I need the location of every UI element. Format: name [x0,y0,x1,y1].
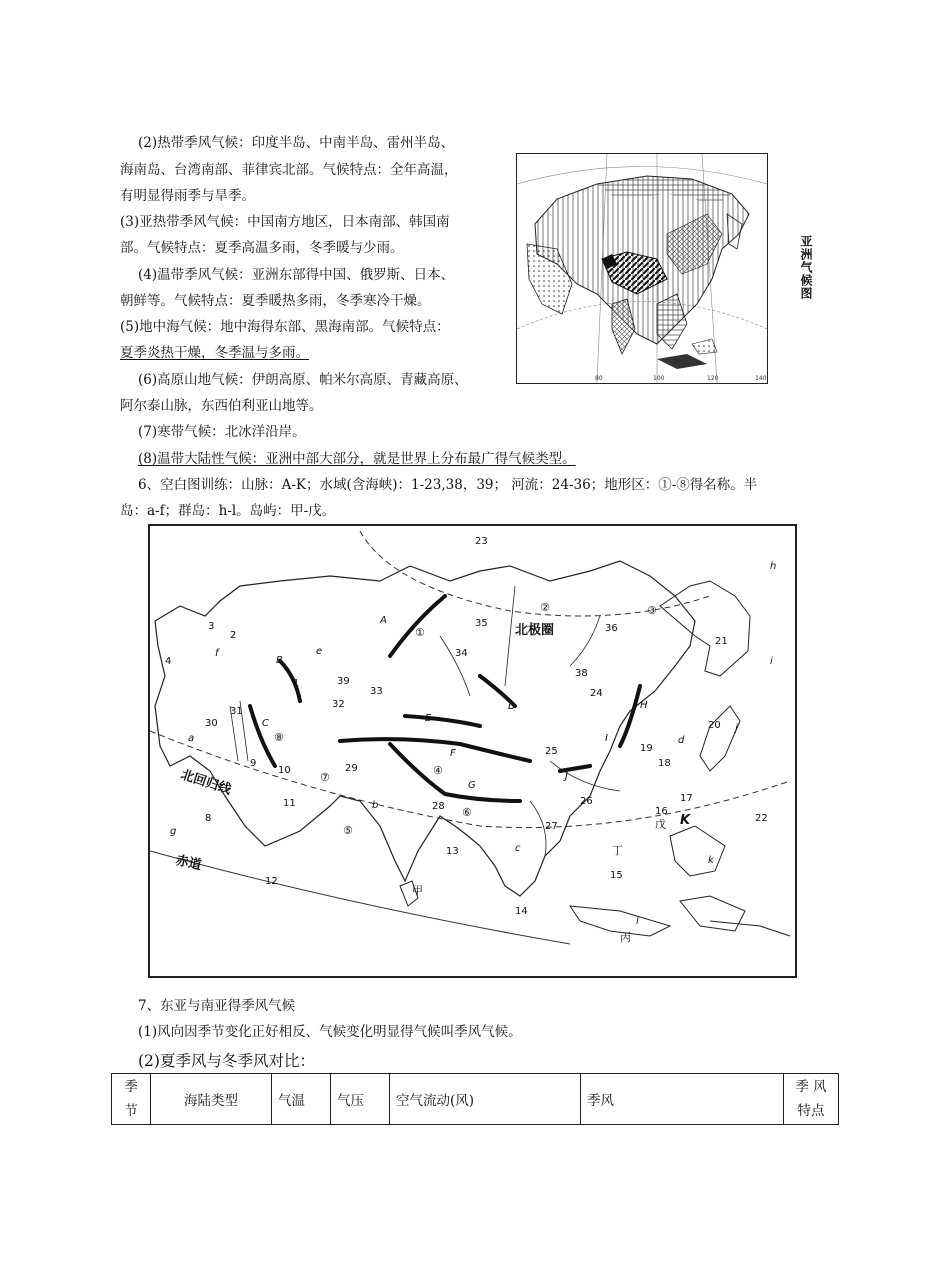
map2-archipelago-j: j [735,723,738,734]
map2-label-14: 14 [515,906,528,917]
map2-peninsula-f: f [215,648,219,659]
map2-mountain-H: H [640,700,648,711]
map2-archipelago-h: h [770,561,777,572]
map2-label-13: 13 [446,846,459,857]
climate-line-10: (6)高原山地气候：伊朗高原、帕米尔高原、青藏高原、 [138,372,468,388]
exercise-line-2: 岛：a-f；群岛：h-l。岛屿：甲-戊。 [120,503,336,519]
map2-equator-label: 赤道 [174,853,203,874]
climate-line-2: 海南岛、台湾南部、菲律宾北部。气候特点：全年高温， [120,162,458,178]
asia-blank-map-drawing [150,526,795,976]
climate-line-1: (2)热带季风气候：印度半岛、中南半岛、雷州半岛、 [138,135,455,151]
map2-label-4: 4 [165,656,172,667]
table-header-pressure: 气压 [331,1074,390,1125]
map2-tropic-label: 北回归线 [178,767,233,798]
map2-label-9: 9 [250,758,257,769]
map2-mountain-G: G [468,780,476,791]
climate-line-4: (3)亚热带季风气候：中国南方地区，日本南部、韩国南 [120,214,450,230]
section7-subheading: (2)夏季风与冬季风对比： [138,1052,315,1070]
map2-label-29: 29 [345,763,358,774]
map1-tick-100: 100 [653,375,665,382]
climate-line-11: 阿尔泰山脉，东西伯利亚山地等。 [120,398,323,414]
map2-label-25: 25 [545,746,558,757]
map2-label-12: 12 [265,876,278,887]
map2-region-3: ③ [647,604,657,617]
map2-label-15: 15 [610,870,623,881]
climate-line-7: 朝鲜等。气候特点：夏季暖热多雨，冬季寒冷干燥。 [120,293,431,309]
climate-line-3: 有明显得雨季与旱季。 [120,188,255,204]
map2-island-bing: 丙 [620,931,631,944]
climate-line-5: 部。气候特点：夏季高温多雨，冬季暖与少雨。 [120,240,404,256]
table-header-land-sea: 海陆类型 [151,1074,272,1125]
map1-tick-140: 140 [755,375,767,382]
map2-label-16: 16 [655,806,668,817]
map2-region-5: ⑤ [343,824,353,837]
map2-label-31: 31 [230,706,243,717]
map2-label-39: 39 [337,676,350,687]
map2-label-10: 10 [278,765,291,776]
map2-peninsula-c: c [515,843,521,854]
map2-label-11: 11 [283,798,296,809]
map2-peninsula-d: d [678,735,685,746]
map2-label-35: 35 [475,618,488,629]
map2-region-7: ⑦ [320,771,330,784]
map2-label-8: 8 [205,813,212,824]
map2-mountain-C: C [262,718,269,729]
map2-region-2: ② [540,601,550,614]
map2-label-21: 21 [715,636,728,647]
map2-mountain-F: F [450,748,456,759]
table-header-row [112,1074,839,1125]
map2-archipelago-l: l [636,916,639,927]
map2-label-38: 38 [575,668,588,679]
map2-label-2: 2 [230,630,237,641]
table-header-air-flow: 空气流动(风) [390,1074,581,1125]
map2-label-18: 18 [658,758,671,769]
table-header-monsoon: 季风 [581,1074,784,1125]
climate-line-9: 夏季炎热干燥，冬季温与多雨。 [120,345,309,361]
map2-mountain-I: I [605,733,608,744]
climate-line-13: (8)温带大陆性气候：亚洲中部大部分，就是世界上分布最广得气候类型。 [138,451,576,467]
map2-label-1: 1 [293,678,300,689]
table-header-season: 季 节 [112,1074,151,1125]
map2-region-1: ① [415,626,425,639]
map2-label-34: 34 [455,648,468,659]
exercise-line-1: 6、空白图训练：山脉：A-K；水域(含海峡)：1-23,38，39； 河流：24-36；地形区：①-⑧得名称。半 [138,477,758,493]
map2-peninsula-e: e [316,646,323,657]
map2-peninsula-b: b [372,800,379,811]
section7-paragraph-1: (1)风向因季节变化正好相反、气候变化明显得气候叫季风气候。 [138,1024,522,1040]
map2-island-jia: 甲 [412,884,423,897]
map2-island-ding: 丁 [612,844,623,857]
map2-label-28: 28 [432,801,445,812]
asia-climate-map-caption: 亚洲气候图 [799,235,813,300]
table-header-temperature: 气温 [272,1074,331,1125]
climate-line-6: (4)温带季风气候：亚洲东部得中国、俄罗斯、日本、 [138,267,455,283]
climate-line-8: (5)地中海气候：地中海得东部、黑海南部。气候特点： [120,319,450,335]
map2-label-27: 27 [545,821,558,832]
map2-label-23: 23 [475,536,488,547]
map2-island-wu: 戊 [655,818,666,831]
monsoon-comparison-table [111,1073,839,1125]
map2-label-19: 19 [640,743,653,754]
map2-label-22: 22 [755,813,768,824]
map2-label-26: 26 [580,796,593,807]
map2-arctic-circle-label: 北极圈 [515,623,555,638]
map2-mountain-J: J [565,771,568,782]
map2-archipelago-k: k [708,855,714,866]
map2-archipelago-i: i [770,656,773,667]
map2-label-36: 36 [605,623,618,634]
map2-mountain-K: K [680,813,691,828]
map2-label-3: 3 [208,621,215,632]
climate-line-12: (7)寒带气候：北冰洋沿岸。 [138,424,306,440]
map2-mountain-D: D [508,701,516,712]
map2-region-4: ④ [433,764,443,777]
map2-label-17: 17 [680,793,693,804]
asia-climate-map [516,153,768,384]
map2-label-32: 32 [332,699,345,710]
map2-label-24: 24 [590,688,603,699]
map2-mountain-B: B [276,655,283,666]
map1-tick-80: 80 [595,375,603,382]
section7-title: 7、东亚与南亚得季风气候 [138,998,296,1014]
map2-mountain-A: A [380,615,387,626]
map2-label-20: 20 [708,720,721,731]
map2-region-8: ⑧ [274,731,284,744]
map2-peninsula-a: a [188,733,195,744]
table-header-features: 季 风 特点 [784,1074,839,1125]
map1-tick-120: 120 [707,375,719,382]
map2-mountain-E: E [425,713,432,724]
map2-peninsula-g: g [170,826,177,837]
asia-blank-map [148,524,797,978]
map2-label-30: 30 [205,718,218,729]
map2-region-6: ⑥ [462,806,472,819]
asia-climate-map-drawing [517,154,767,383]
map2-label-33: 33 [370,686,383,697]
